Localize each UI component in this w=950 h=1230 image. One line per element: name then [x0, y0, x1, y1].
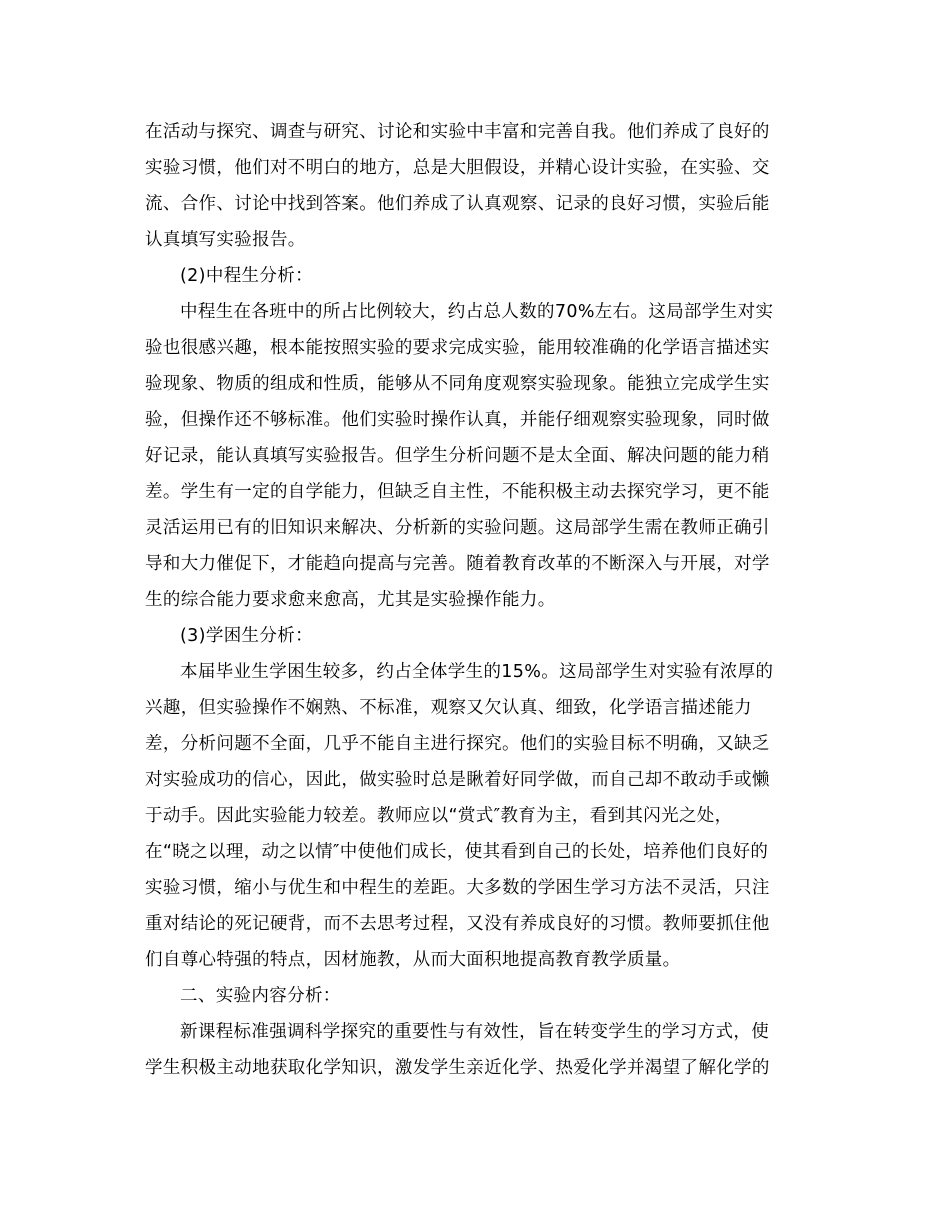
- section-heading: (2)中程生分析：: [180, 266, 313, 286]
- paragraph-first-line: 中程生在各班中的所占比例较大，约占总人数的70%左右。这局部学生对实: [180, 302, 774, 322]
- text-line: 重对结论的死记硬背，而不去思考过程，又没有养成良好的习惯。教师要抓住他: [145, 914, 770, 934]
- text-line: 流、合作、讨论中找到答案。他们养成了认真观察、记录的良好习惯，实验后能: [145, 194, 770, 214]
- text-line: 导和大力催促下，才能趋向提高与完善。随着教育改革的不断深入与开展，对学: [145, 554, 770, 574]
- text-line: 兴趣，但实验操作不娴熟、不标准，观察又欠认真、细致，化学语言描述能力: [145, 698, 752, 718]
- text-line: 生的综合能力要求愈来愈高，尤其是实验操作能力。: [145, 590, 556, 610]
- text-line: 在活动与探究、调查与研究、讨论和实验中丰富和完善自我。他们养成了良好的: [145, 122, 770, 142]
- text-line: 实验习惯，他们对不明白的地方，总是大胆假设，并精心设计实验，在实验、交: [145, 158, 770, 178]
- text-line: 认真填写实验报告。: [145, 230, 306, 250]
- section-heading: (3)学困生分析：: [180, 626, 313, 646]
- text-line: 好记录，能认真填写实验报告。但学生分析问题不是太全面、解决问题的能力稍: [145, 446, 770, 466]
- text-line: 们自尊心特强的特点，因材施教，从而大面积地提高教育教学质量。: [145, 950, 681, 970]
- text-line: 灵活运用已有的旧知识来解决、分析新的实验问题。这局部学生需在教师正确引: [145, 518, 770, 538]
- text-line: 在“晓之以理，动之以情″中使他们成长，使其看到自己的长处，培养他们良好的: [145, 842, 769, 862]
- text-line: 验，但操作还不够标准。他们实验时操作认真，并能仔细观察实验现象，同时做: [145, 410, 770, 430]
- text-line: 差。学生有一定的自学能力，但缺乏自主性，不能积极主动去探究学习，更不能: [145, 482, 770, 502]
- text-line: 差，分析问题不全面，几乎不能自主进行探究。他们的实验目标不明确，又缺乏: [145, 734, 770, 754]
- text-line: 实验习惯，缩小与优生和中程生的差距。大多数的学困生学习方法不灵活，只注: [145, 878, 770, 898]
- text-line: 验也很感兴趣，根本能按照实验的要求完成实验，能用较准确的化学语言描述实: [145, 338, 770, 358]
- text-line: 对实验成功的信心，因此，做实验时总是瞅着好同学做，而自己却不敢动手或懒: [145, 770, 770, 790]
- text-line: 验现象、物质的组成和性质，能够从不同角度观察实验现象。能独立完成学生实: [145, 374, 770, 394]
- paragraph-first-line: 本届毕业生学困生较多，约占全体学生的15%。这局部学生对实验有浓厚的: [180, 662, 774, 682]
- text-line: 于动手。因此实验能力较差。教师应以“赏式″教育为主，看到其闪光之处，: [145, 806, 733, 826]
- paragraph-first-line: 新课程标准强调科学探究的重要性与有效性，旨在转变学生的学习方式，使: [180, 1022, 770, 1042]
- text-line: 学生积极主动地获取化学知识，激发学生亲近化学、热爱化学并渴望了解化学的: [145, 1058, 770, 1078]
- section-heading: 二、实验内容分析：: [180, 986, 341, 1006]
